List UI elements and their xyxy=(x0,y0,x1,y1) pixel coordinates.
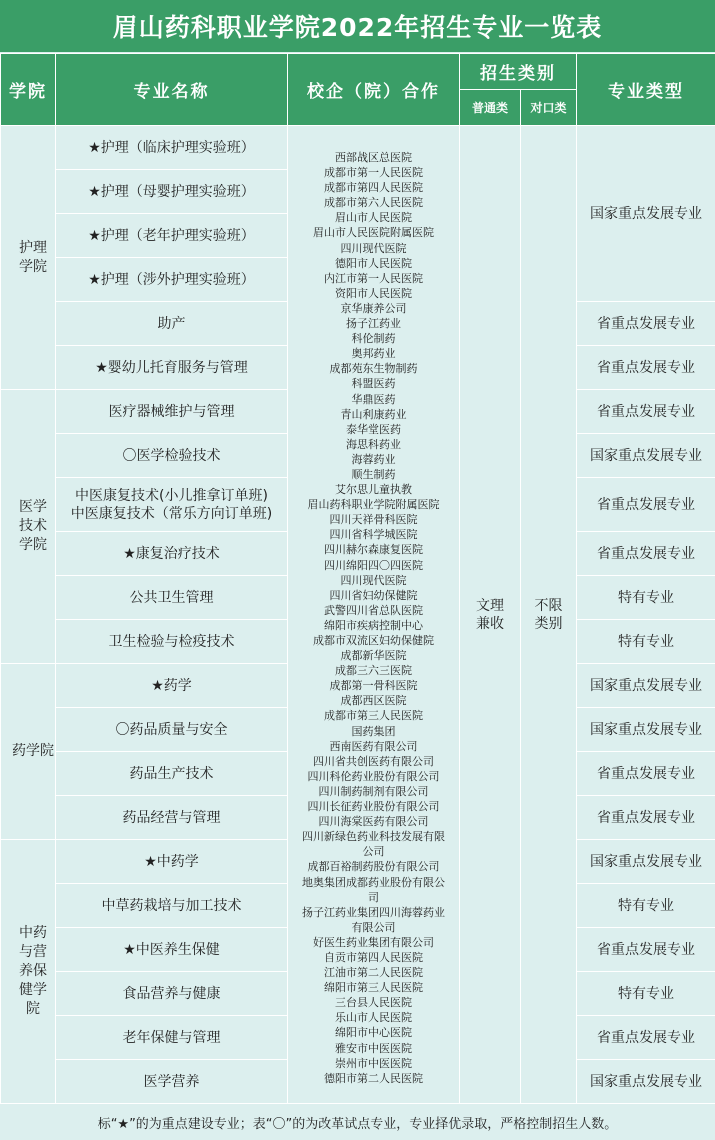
partner-name: 四川省科学城医院 xyxy=(288,527,459,542)
partner-name: 有限公司 xyxy=(288,920,459,935)
partner-name: 眉山市人民医院 xyxy=(288,210,459,225)
partner-name: 四川制药制剂有限公司 xyxy=(288,784,459,799)
partner-name: 奥邦药业 xyxy=(288,346,459,361)
major-type-cell: 省重点发展专业 xyxy=(577,1016,715,1060)
college-cell xyxy=(1,126,56,390)
major-name-cell xyxy=(56,1016,288,1060)
table-row xyxy=(1,126,715,170)
major-type-cell: 省重点发展专业 xyxy=(577,752,715,796)
partner-name: 成都新华医院 xyxy=(288,648,459,663)
partner-name: 国药集团 xyxy=(288,724,459,739)
partner-name: 绵阳市疾病控制中心 xyxy=(288,618,459,633)
partner-name: 青山利康药业 xyxy=(288,407,459,422)
general-category-value: 兼收 xyxy=(460,615,520,633)
partners-cell xyxy=(288,126,460,1104)
footnote: 标“★”的为重点建设专业；表“〇”的为改革试点专业，专业择优录取，严格控制招生人数。 xyxy=(0,1103,715,1140)
partner-name: 成都市双流区妇幼保健院 xyxy=(288,633,459,648)
header-type: 专业类型 xyxy=(577,54,715,126)
partner-name: 眉山市人民医院附属医院 xyxy=(288,225,459,240)
college-cell xyxy=(1,390,56,664)
partner-name: 成都西区医院 xyxy=(288,693,459,708)
partner-name: 四川现代医院 xyxy=(288,241,459,256)
partner-name: 四川科伦药业股份有限公司 xyxy=(288,769,459,784)
partner-name: 成都市第四人民医院 xyxy=(288,180,459,195)
college-cell xyxy=(1,664,56,840)
major-type-cell: 省重点发展专业 xyxy=(577,532,715,576)
major-name-cell xyxy=(56,928,288,972)
major-name-cell xyxy=(56,302,288,346)
major-type-cell: 特有专业 xyxy=(577,884,715,928)
counterpart-category-cell xyxy=(521,126,577,1104)
partner-name: 四川赫尔森康复医院 xyxy=(288,542,459,557)
partner-name: 雅安市中医医院 xyxy=(288,1041,459,1056)
major-name-cell xyxy=(56,1060,288,1104)
header-category: 招生类别 xyxy=(460,54,577,90)
major-name: 药品生产技术 xyxy=(56,765,287,783)
partner-name: 好医生药业集团有限公司 xyxy=(288,935,459,950)
partner-name: 绵阳市第三人民医院 xyxy=(288,980,459,995)
major-type-cell: 国家重点发展专业 xyxy=(577,840,715,884)
major-name-cell xyxy=(56,434,288,478)
partner-name: 扬子江药业 xyxy=(288,316,459,331)
major-name: 助产 xyxy=(56,315,287,333)
partner-name: 泰华堂医药 xyxy=(288,422,459,437)
college-name-line: 药学院 xyxy=(11,742,55,761)
major-type-cell: 特有专业 xyxy=(577,972,715,1016)
partner-name: 扬子江药业集团四川海蓉药业 xyxy=(288,905,459,920)
partner-name: 海蓉药业 xyxy=(288,452,459,467)
college-name-line: 中药 xyxy=(11,924,55,943)
major-name: ★中医养生保健 xyxy=(56,941,287,959)
major-name: 医疗器械维护与管理 xyxy=(56,403,287,421)
header-college: 学院 xyxy=(1,54,56,126)
partner-name: 四川省共创医药有限公司 xyxy=(288,754,459,769)
partner-name: 自贡市第四人民医院 xyxy=(288,950,459,965)
college-name-line: 学院 xyxy=(11,536,55,555)
major-type-cell: 省重点发展专业 xyxy=(577,796,715,840)
major-name-cell xyxy=(56,796,288,840)
major-type-cell: 省重点发展专业 xyxy=(577,928,715,972)
major-name-cell xyxy=(56,170,288,214)
header-major: 专业名称 xyxy=(56,54,288,126)
major-name: 药品经营与管理 xyxy=(56,809,287,827)
major-name: ★护理（老年护理实验班） xyxy=(56,227,287,245)
partner-name: 绵阳市中心医院 xyxy=(288,1025,459,1040)
partner-name: 成都三六三医院 xyxy=(288,663,459,678)
major-name: 〇药品质量与安全 xyxy=(56,721,287,739)
major-name: 中草药栽培与加工技术 xyxy=(56,897,287,915)
partner-name: 眉山药科职业学院附属医院 xyxy=(288,497,459,512)
counterpart-category-value: 类别 xyxy=(521,615,576,633)
major-name-cell xyxy=(56,884,288,928)
major-type-cell: 国家重点发展专业 xyxy=(577,434,715,478)
partner-name: 四川长征药业股份有限公司 xyxy=(288,799,459,814)
partner-name: 德阳市人民医院 xyxy=(288,256,459,271)
partner-name: 西南医药有限公司 xyxy=(288,739,459,754)
college-name-line: 技术 xyxy=(11,517,55,536)
partner-name: 成都市第一人民医院 xyxy=(288,165,459,180)
college-name-line: 养保 xyxy=(11,962,55,981)
major-name: ★药学 xyxy=(56,677,287,695)
partner-name: 四川新绿色药业科技发展有限 xyxy=(288,829,459,844)
header-counterpart: 对口类 xyxy=(521,90,577,126)
major-name-cell xyxy=(56,346,288,390)
page-title: 眉山药科职业学院2022年招生专业一览表 xyxy=(0,0,715,52)
majors-table xyxy=(0,53,715,1104)
partner-name: 京华康养公司 xyxy=(288,301,459,316)
major-type-cell: 省重点发展专业 xyxy=(577,302,715,346)
major-type-cell: 省重点发展专业 xyxy=(577,478,715,532)
major-type-cell: 特有专业 xyxy=(577,620,715,664)
major-name-cell xyxy=(56,126,288,170)
partner-name: 四川海棠医药有限公司 xyxy=(288,814,459,829)
college-name-line: 医学 xyxy=(11,498,55,517)
major-type-cell: 国家重点发展专业 xyxy=(577,126,715,302)
partner-name: 成都市第三人民医院 xyxy=(288,708,459,723)
partner-name: 艾尔思儿童执教 xyxy=(288,482,459,497)
major-name: ★婴幼儿托育服务与管理 xyxy=(56,359,287,377)
college-name-line: 健学 xyxy=(11,981,55,1000)
partner-name: 科盟医药 xyxy=(288,376,459,391)
partner-name: 成都苑东生物制药 xyxy=(288,361,459,376)
major-name: ★康复治疗技术 xyxy=(56,545,287,563)
major-name-cell xyxy=(56,478,288,532)
major-name: 公共卫生管理 xyxy=(56,589,287,607)
major-name-cell xyxy=(56,390,288,434)
major-type-cell: 特有专业 xyxy=(577,576,715,620)
major-name-cell xyxy=(56,664,288,708)
partner-name: 华鼎医药 xyxy=(288,392,459,407)
header-partner: 校企（院）合作 xyxy=(288,54,460,126)
partner-name: 四川现代医院 xyxy=(288,573,459,588)
major-name: 医学营养 xyxy=(56,1073,287,1091)
partner-name: 公司 xyxy=(288,844,459,859)
major-type-cell: 省重点发展专业 xyxy=(577,346,715,390)
partner-name: 司 xyxy=(288,890,459,905)
major-name-cell xyxy=(56,708,288,752)
partner-name: 四川绵阳四〇四医院 xyxy=(288,558,459,573)
partner-name: 乐山市人民医院 xyxy=(288,1010,459,1025)
partner-name: 成都市第六人民医院 xyxy=(288,195,459,210)
major-name-cell xyxy=(56,620,288,664)
partner-name: 武警四川省总队医院 xyxy=(288,603,459,618)
college-cell xyxy=(1,840,56,1104)
major-name: 食品营养与健康 xyxy=(56,985,287,1003)
major-type-cell: 国家重点发展专业 xyxy=(577,1060,715,1104)
partner-name: 地奥集团成都药业股份有限公 xyxy=(288,875,459,890)
partner-name: 三台县人民医院 xyxy=(288,995,459,1010)
major-name-line2: 中医康复技术（常乐方向订单班) xyxy=(56,505,287,523)
major-name-cell xyxy=(56,972,288,1016)
partner-name: 内江市第一人民医院 xyxy=(288,271,459,286)
header-general: 普通类 xyxy=(460,90,521,126)
partner-name: 海思科药业 xyxy=(288,437,459,452)
major-type-cell: 国家重点发展专业 xyxy=(577,708,715,752)
major-type-cell: 国家重点发展专业 xyxy=(577,664,715,708)
major-name: ★护理（涉外护理实验班） xyxy=(56,271,287,289)
partner-name: 四川天祥骨科医院 xyxy=(288,512,459,527)
college-name-line: 院 xyxy=(11,1000,55,1019)
partner-name: 资阳市人民医院 xyxy=(288,286,459,301)
major-name: 中医康复技术(小儿推拿订单班) xyxy=(56,487,287,505)
major-name: ★中药学 xyxy=(56,853,287,871)
major-name-cell xyxy=(56,214,288,258)
partner-name: 江油市第二人民医院 xyxy=(288,965,459,980)
major-name-cell xyxy=(56,752,288,796)
major-type-cell: 省重点发展专业 xyxy=(577,390,715,434)
major-name-cell xyxy=(56,840,288,884)
major-name-cell xyxy=(56,576,288,620)
partner-name: 德阳市第二人民医院 xyxy=(288,1071,459,1086)
partner-name: 科伦制药 xyxy=(288,331,459,346)
general-category-value: 文理 xyxy=(460,597,520,615)
major-name-cell xyxy=(56,532,288,576)
partner-name: 顺生制药 xyxy=(288,467,459,482)
partner-name: 成都百裕制药股份有限公司 xyxy=(288,859,459,874)
major-name: 卫生检验与检疫技术 xyxy=(56,633,287,651)
major-name-cell xyxy=(56,258,288,302)
major-name: ★护理（母婴护理实验班） xyxy=(56,183,287,201)
partner-name: 成都第一骨科医院 xyxy=(288,678,459,693)
counterpart-category-value: 不限 xyxy=(521,597,576,615)
partner-name: 四川省妇幼保健院 xyxy=(288,588,459,603)
general-category-cell xyxy=(460,126,521,1104)
major-name: 〇医学检验技术 xyxy=(56,447,287,465)
partner-name: 崇州市中医医院 xyxy=(288,1056,459,1071)
major-name: 老年保健与管理 xyxy=(56,1029,287,1047)
partner-name: 西部战区总医院 xyxy=(288,150,459,165)
major-name: ★护理（临床护理实验班） xyxy=(56,139,287,157)
college-name-line: 学院 xyxy=(11,258,55,277)
college-name-line: 护理 xyxy=(11,239,55,258)
college-name-line: 与营 xyxy=(11,943,55,962)
